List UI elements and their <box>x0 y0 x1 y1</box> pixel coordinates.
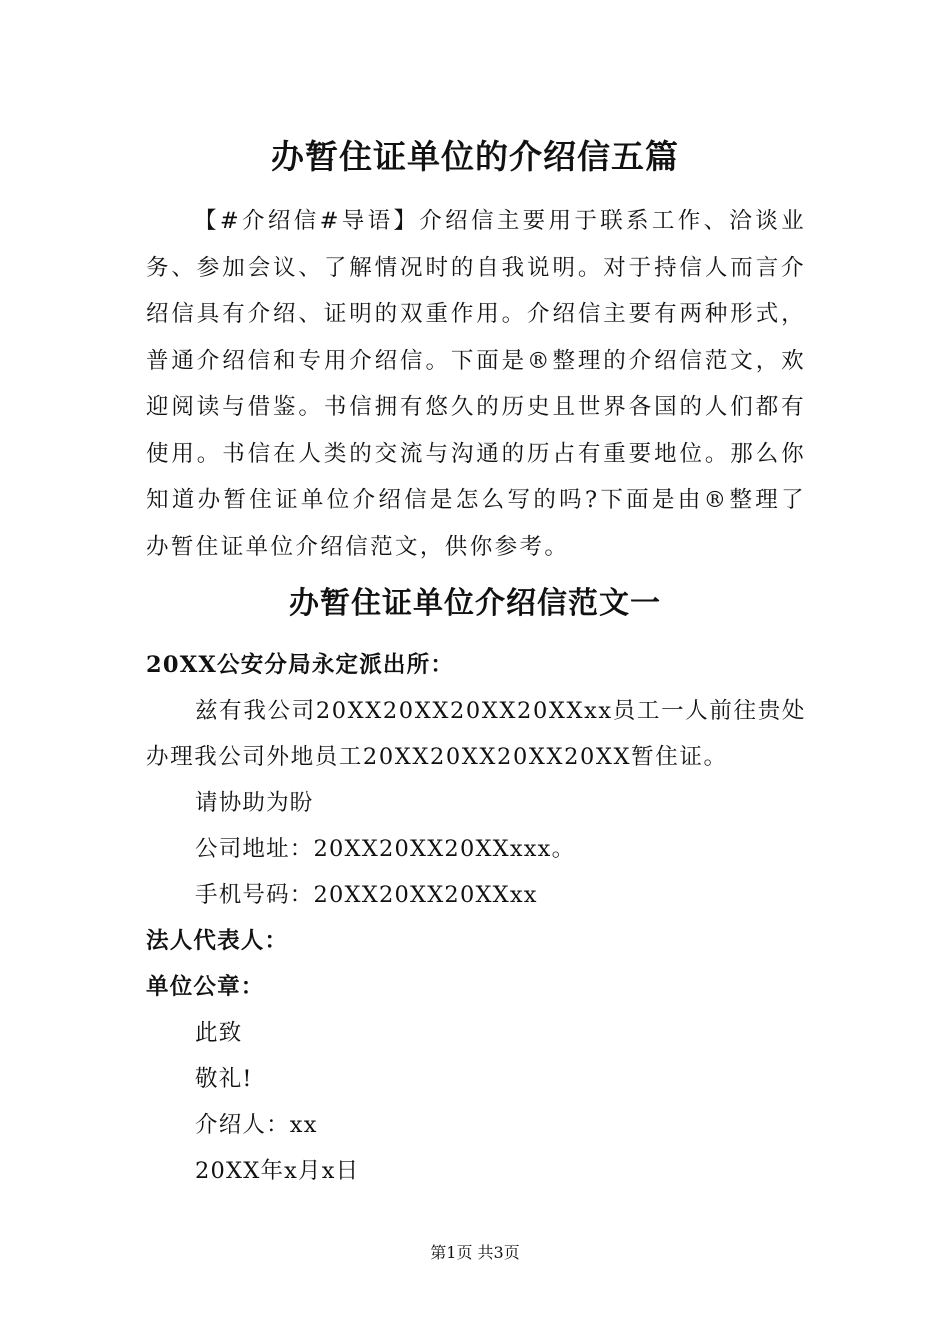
letter-body <box>146 642 806 1194</box>
document-title: 办暂住证单位的介绍信五篇 <box>271 137 679 176</box>
letter-main-text: 兹有我公司20XX20XX20XX20XXxx员工一人前往贵处办理我公司外地员工20XX20XX20XX20XX暂住证。 <box>146 698 806 770</box>
company-seal: 单位公章： <box>146 974 265 1000</box>
letter-date: 20XX年x月x日 <box>195 1158 360 1184</box>
letter-salutation: 20XX公安分局永定派出所： <box>146 652 455 678</box>
legal-representative: 法人代表人： <box>146 928 289 954</box>
company-address: 公司地址：20XX20XX20XXxxx。 <box>195 836 576 862</box>
letter-request: 请协助为盼 <box>195 790 314 816</box>
closing-line-2: 敬礼! <box>195 1066 253 1092</box>
phone-number: 手机号码：20XX20XX20XXxx <box>195 882 538 908</box>
page-footer: 第1页 共3页 <box>430 1243 520 1262</box>
closing-line-1: 此致 <box>195 1020 243 1046</box>
introducer: 介绍人：xx <box>195 1112 318 1138</box>
section-title: 办暂住证单位介绍信范文一 <box>289 586 661 621</box>
intro-paragraph: 【#介绍信#导语】介绍信主要用于联系工作、洽谈业务、参加会议、了解情况时的自我说明。对于持信人而言介绍信具有介绍、证明的双重作用。介绍信主要有两种形式，普通介绍信和专用介绍信。下面是®整理的介绍信范文，欢迎阅读与借鉴。书信拥有悠久的历史且世界各国的人们都有使用。书信在人类的交流与沟通的历占有重要地位。那么你知道办暂住证单位介绍信是怎么写的吗?下面是由®整理了办暂住证单位介绍信范文，供你参考。 <box>146 208 806 560</box>
